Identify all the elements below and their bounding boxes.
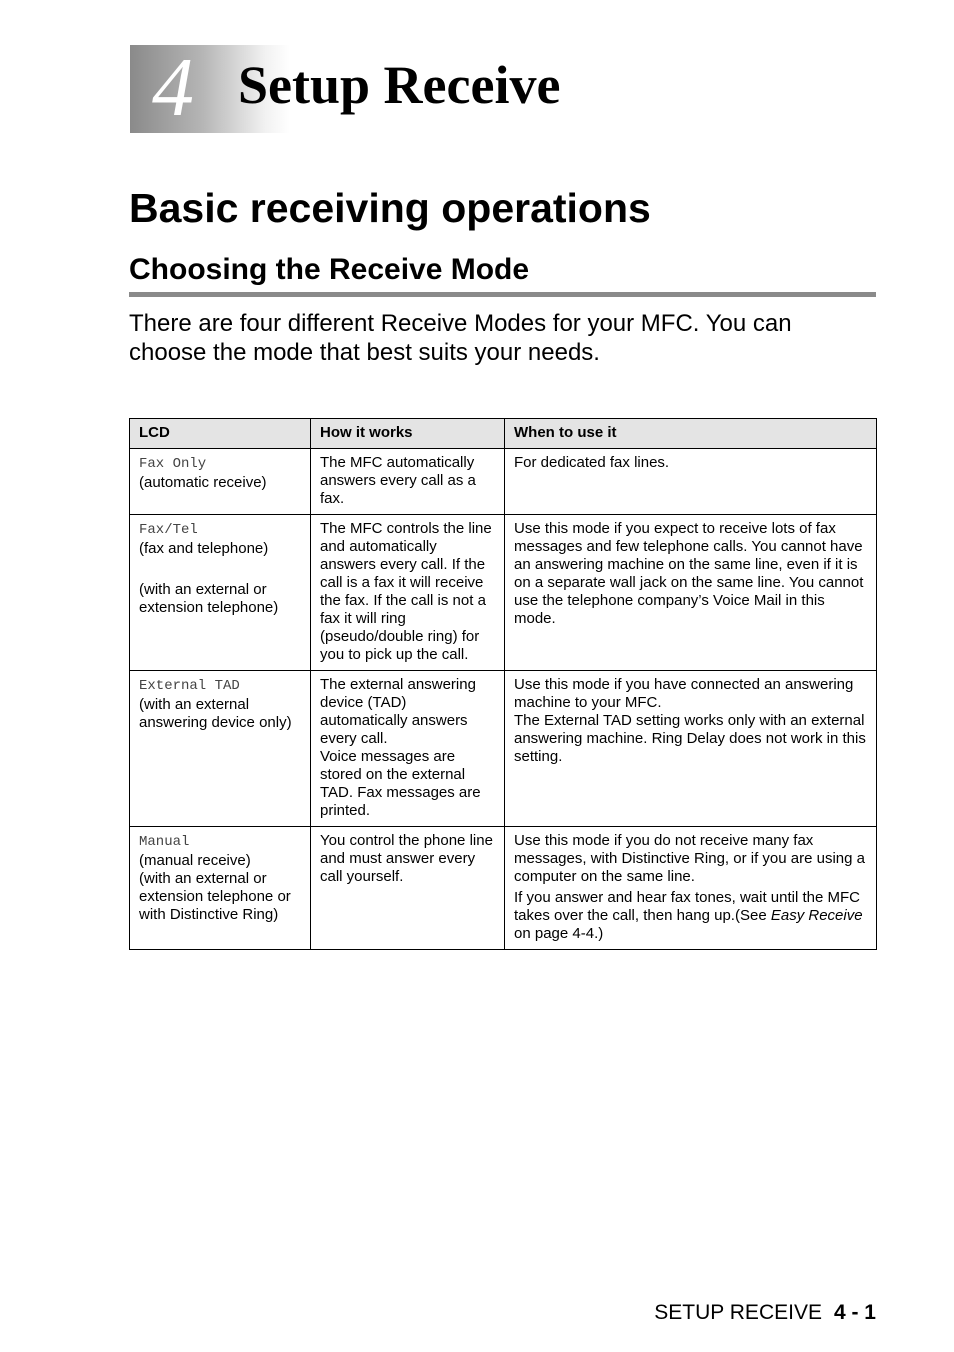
- lcd-description: (fax and telephone): [139, 540, 269, 557]
- header-when-to-use: When to use it: [505, 419, 877, 449]
- when-cell: [505, 827, 877, 950]
- when-text: Use this mode if you have connected an answering machine to your MFC.: [514, 676, 854, 711]
- intro-paragraph: There are four different Receive Modes for your MFC. You can choose the mode that best suits your needs.: [129, 310, 792, 366]
- lcd-description: (manual receive): [139, 852, 251, 869]
- how-cell: [311, 449, 505, 515]
- when-cell: [505, 515, 877, 671]
- when-text: Use this mode if you do not receive many fax messages, with Distinctive Ring, or if you are using a computer on the same line.: [514, 832, 865, 885]
- when-cell: [505, 671, 877, 827]
- how-text: The MFC controls the line and automatically answers every call. If the call is a fax it will receive the fax. If the call is not a fax it will ring (pseudo/double ring) for you to pick up the call.: [320, 520, 492, 663]
- table-row: [130, 827, 877, 950]
- when-text: The External TAD setting works only with an external answering machine. Ring Delay does not work in this setting.: [514, 712, 866, 765]
- chapter-number: 4: [152, 41, 194, 134]
- lcd-code: Fax Only: [139, 456, 207, 472]
- lcd-cell: [130, 827, 311, 950]
- subsection-rule: [129, 292, 876, 297]
- how-text: The external answering device (TAD) automatically answers every call.: [320, 676, 476, 747]
- receive-modes-table: [129, 418, 877, 950]
- when-text-with-reference: [514, 889, 867, 943]
- when-reference-tail: on page 4-4.): [514, 925, 604, 942]
- how-cell: [311, 671, 505, 827]
- footer-page-number: 4 - 1: [833, 1301, 876, 1324]
- how-text: Voice messages are stored on the external TAD. Fax messages are printed.: [320, 748, 481, 819]
- lcd-cell: [130, 515, 311, 671]
- how-text: You control the phone line and must answer every call yourself.: [320, 832, 493, 885]
- header-how-it-works: How it works: [311, 419, 505, 449]
- chapter-title: Setup Receive: [238, 55, 561, 115]
- lcd-code: Manual: [139, 834, 190, 850]
- how-cell: [311, 827, 505, 950]
- lcd-description: (with an external or extension telephone or with Distinctive Ring): [139, 870, 291, 923]
- lcd-code: Fax/Tel: [139, 522, 198, 538]
- when-text: For dedicated fax lines.: [514, 454, 670, 471]
- header-lcd: LCD: [130, 419, 311, 449]
- footer-section-name: SETUP RECEIVE: [654, 1301, 822, 1324]
- how-text: The MFC automatically answers every call as a fax.: [320, 454, 476, 507]
- page-footer: [654, 1300, 876, 1326]
- how-cell: [311, 515, 505, 671]
- section-title: Basic receiving operations: [129, 185, 651, 231]
- when-text: If you answer and hear fax tones, wait until the MFC takes over the call, then hang up.(See: [514, 889, 861, 924]
- table-row: [130, 515, 877, 671]
- table-row: [130, 671, 877, 827]
- lcd-cell: [130, 671, 311, 827]
- when-text: Use this mode if you expect to receive lots of fax messages and few telephone calls. You cannot have an answering machine on the same line, even if it is on a separate wall jack on the same line. You cannot use the telephone company’s Voice Mail in this mode.: [514, 520, 864, 627]
- easy-receive-reference: Easy Receive: [770, 907, 863, 924]
- lcd-description: (automatic receive): [139, 474, 267, 491]
- lcd-cell: [130, 449, 311, 515]
- lcd-description: (with an external answering device only): [139, 696, 292, 731]
- lcd-description: (with an external or extension telephone): [139, 581, 279, 616]
- when-cell: [505, 449, 877, 515]
- table-header-row: [130, 419, 877, 449]
- lcd-code: External TAD: [139, 678, 240, 694]
- subsection-title: Choosing the Receive Mode: [129, 253, 530, 286]
- table-row: [130, 449, 877, 515]
